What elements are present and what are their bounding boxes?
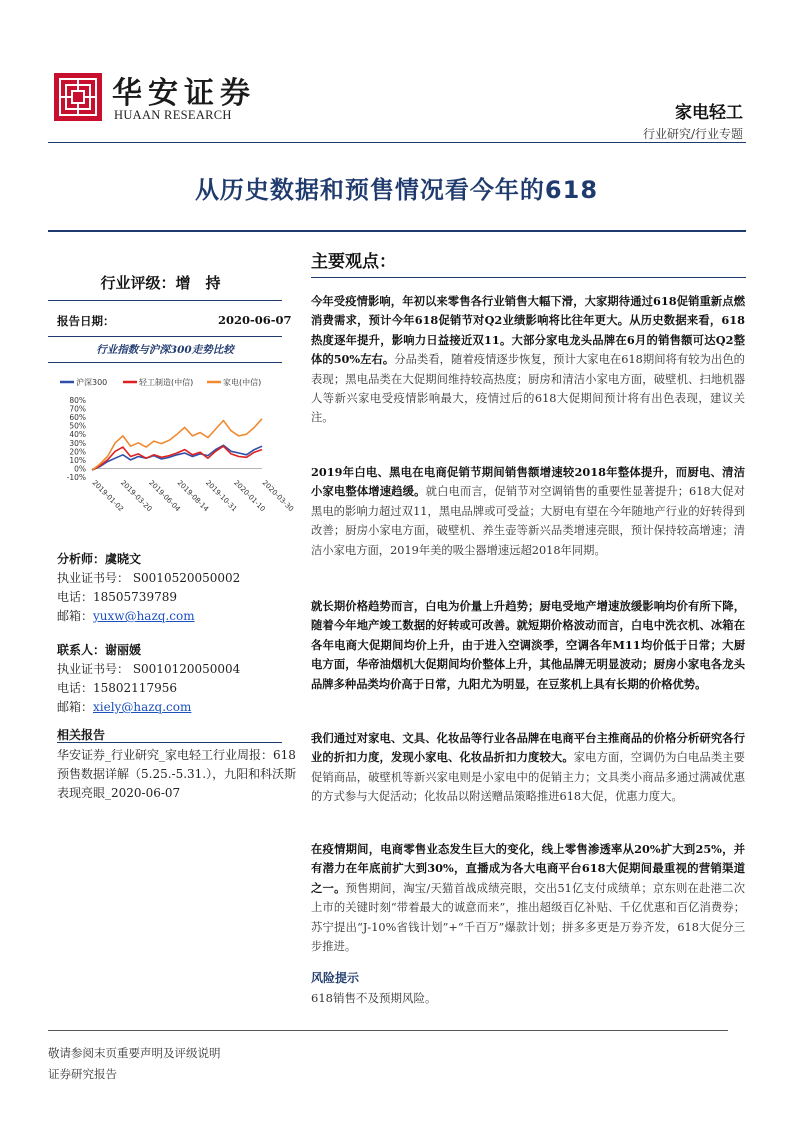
y-tick-label: -10% (66, 473, 86, 482)
related-report-item[interactable]: 华安证券_行业研究_家电轻工行业周报：618 预售数据详解（5.25.-5.31.），九阳和科沃斯表现亮眼_2020-06-07 (57, 748, 297, 800)
paragraph-2 (311, 463, 745, 560)
paragraph-4-bold: 我们通过对家电、文具、化妆品等行业各品牌在电商平台主推商品的价格分析研究各行业的折扣力度，发现小家电、化妆品折扣力度较大。 (311, 731, 745, 765)
analyst1-phone: 电话：18505739789 (57, 590, 177, 604)
logo-cn: 华安证券 (112, 76, 256, 111)
related-reports-heading: 相关报告 (57, 728, 106, 742)
chart-svg (58, 370, 296, 520)
paragraph-1-text: 分品类看，随着疫情逐步恢复，预计大家电在618期间将有较为出色的表现；黑电品类在大促期间维持较高热度；厨房和清洁小家电方面，破壁机、扫地机器人等新兴家电受疫情影响最大，疫情过后的618大促期间预计将有出色表现，建议关注。 (311, 353, 745, 425)
index-comparison-chart (58, 370, 296, 520)
related-divider (57, 742, 282, 743)
logo-seal-icon (54, 73, 102, 121)
legend-label-2: 家电(中信) (223, 378, 262, 387)
paragraph-3-bold: 就长期价格趋势而言，白电为价量上升趋势；厨电受地产增速放缓影响均价有所下降，随着今年地产竣工数据的好转或可改善。就短期价格波动而言，白电中洗衣机、冰箱在各年电商大促期间均价上升，由于进入空调淡季，空调各年M11均价低于日常；大厨电方面，华帝油烟机大促期间均价整体上升，其他品牌无明显波动；厨房小家电各龙头品牌多种品类均价高于日常，九阳尤为明显，在豆浆机上具有长期的价格优势。 (311, 599, 745, 691)
y-tick-label: 40% (69, 430, 86, 440)
y-tick-label: 10% (69, 455, 86, 465)
title-divider (48, 230, 746, 232)
y-tick-label: 0% (74, 464, 86, 474)
x-tick-label: 2019-10-31 (203, 478, 239, 514)
x-tick-label: 2019-03-20 (118, 478, 154, 514)
legend-label-1: 轻工制造(中信) (139, 378, 194, 387)
analyst1-line (57, 550, 287, 569)
analyst-info (57, 550, 287, 717)
y-tick-label: 50% (69, 421, 86, 431)
footer-divider (48, 1030, 728, 1031)
paragraph-1-bold: 今年受疫情影响，年初以来零售各行业销售大幅下滑，大家期待通过618促销重新点燃消费需求，预计今年618促销节对Q2业绩影响将比往年更大。从历史数据来看，618热度逐年提升，影响力日益接近双11。大部分家电龙头品牌在6月的销售额可达Q2整体的50%左右。 (311, 294, 745, 367)
analyst1-email-label: 邮箱： (57, 609, 94, 623)
paragraph-5 (311, 840, 745, 956)
y-tick-label: 30% (69, 438, 86, 448)
header-divider (48, 142, 746, 143)
page-title: 从历史数据和预售情况看今年的618 (194, 176, 599, 204)
industry-rating: 行业评级：增 持 (100, 274, 221, 292)
rating-divider (48, 300, 282, 301)
paragraph-5-text: 预售期间，淘宝/天猫首战成绩亮眼，交出51亿支付成绩单；京东则在赴港二次上市的关键时刻“带着最大的诚意而来”，推出超级百亿补贴、千亿优惠和百亿消费券；苏宁提出“J-10%省钱计划”+“千百万”爆款计划；拼多多更是万券齐发，618大促分三步推进。 (311, 881, 745, 954)
x-tick-label: 2020-01-10 (232, 478, 267, 514)
series-line-0 (92, 445, 262, 470)
series-line-1 (92, 446, 262, 470)
sector-label: 家电轻工 (675, 103, 743, 123)
legend-label-0: 沪深300 (76, 378, 108, 387)
analyst1-label: 分析师： (57, 552, 106, 566)
report-date-value: 2020-06-07 (218, 313, 292, 327)
paragraph-4-text: 家电方面，空调仍为白电品类主要促销商品，破壁机等新兴家电则是小家电中的促销主力；文具类小商品多通过满减优惠的方式参与大促活动；化妆品以附送赠品策略推进618大促，优惠力度大。 (311, 751, 745, 804)
analyst2-line (57, 641, 287, 660)
paragraph-3 (311, 597, 745, 694)
paragraph-5-bold: 在疫情期间，电商零售业态发生巨大的变化，线上零售渗透率从20%扩大到25%，并有潜力在年底前扩大到30%，直播成为各大电商平台618大促期间最重视的营销渠道之一。 (311, 842, 745, 895)
y-tick-label: 70% (69, 404, 86, 414)
x-tick-label: 2019-01-02 (90, 478, 126, 514)
analyst2-email-label: 邮箱： (57, 700, 94, 714)
key-points-divider (311, 277, 746, 278)
analyst1-cert: 执业证书号： S0010520050002 (57, 571, 241, 585)
y-tick-label: 60% (69, 413, 86, 423)
y-tick-label: 20% (69, 447, 86, 457)
paragraph-2-bold: 2019年白电、黑电在电商促销节期间销售额增速较2018年整体提升，而厨电、清洁小家电整体增速趋缓。 (311, 465, 745, 499)
analyst2-name: 谢丽媛 (105, 643, 142, 657)
analyst1-name: 虞晓文 (105, 552, 142, 566)
x-tick-label: 2020-03-30 (260, 478, 296, 514)
analyst2-phone: 电话：15802117956 (57, 681, 177, 695)
sector-subtitle: 行业研究/行业专题 (642, 127, 743, 141)
analyst2-cert: 执业证书号： S0010120050004 (57, 662, 241, 676)
risk-heading: 风险提示 (311, 971, 360, 985)
logo-en: HUAAN RESEARCH (114, 108, 232, 122)
y-tick-label: 80% (69, 396, 86, 405)
chart-title: 行业指数与沪深300走势比较 (48, 336, 282, 363)
paragraph-2-text: 就白电而言，促销节对空调销售的重要性显著提升；618大促对黑电的影响力超过双11，黑电品牌或可受益；大厨电有望在今年随地产行业的好转得到改善；厨房小家电方面，破壁机、养生壶等新兴品类增速亮眼，预计保持较高增速；清洁小家电方面，2019年美的吸尘器增速远超2018年同期。 (311, 485, 745, 557)
footer-disclaimer: 敬请参阅末页重要声明及评级说明 (48, 1046, 221, 1060)
analyst2-label: 联系人： (57, 643, 106, 657)
analyst2-email-link[interactable]: xiely@hazq.com (93, 700, 192, 714)
paragraph-4 (311, 729, 745, 807)
footer-report-type: 证券研究报告 (48, 1067, 117, 1081)
key-points-heading: 主要观点： (311, 252, 396, 272)
x-tick-label: 2019-08-14 (175, 478, 211, 514)
analyst1-email-link[interactable]: yuxw@hazq.com (93, 609, 195, 623)
report-date-label: 报告日期： (57, 314, 115, 328)
x-tick-label: 2019-06-04 (147, 478, 182, 514)
risk-text: 618销售不及预期风险。 (311, 991, 437, 1005)
series-line-2 (92, 419, 262, 470)
paragraph-1 (311, 292, 745, 428)
